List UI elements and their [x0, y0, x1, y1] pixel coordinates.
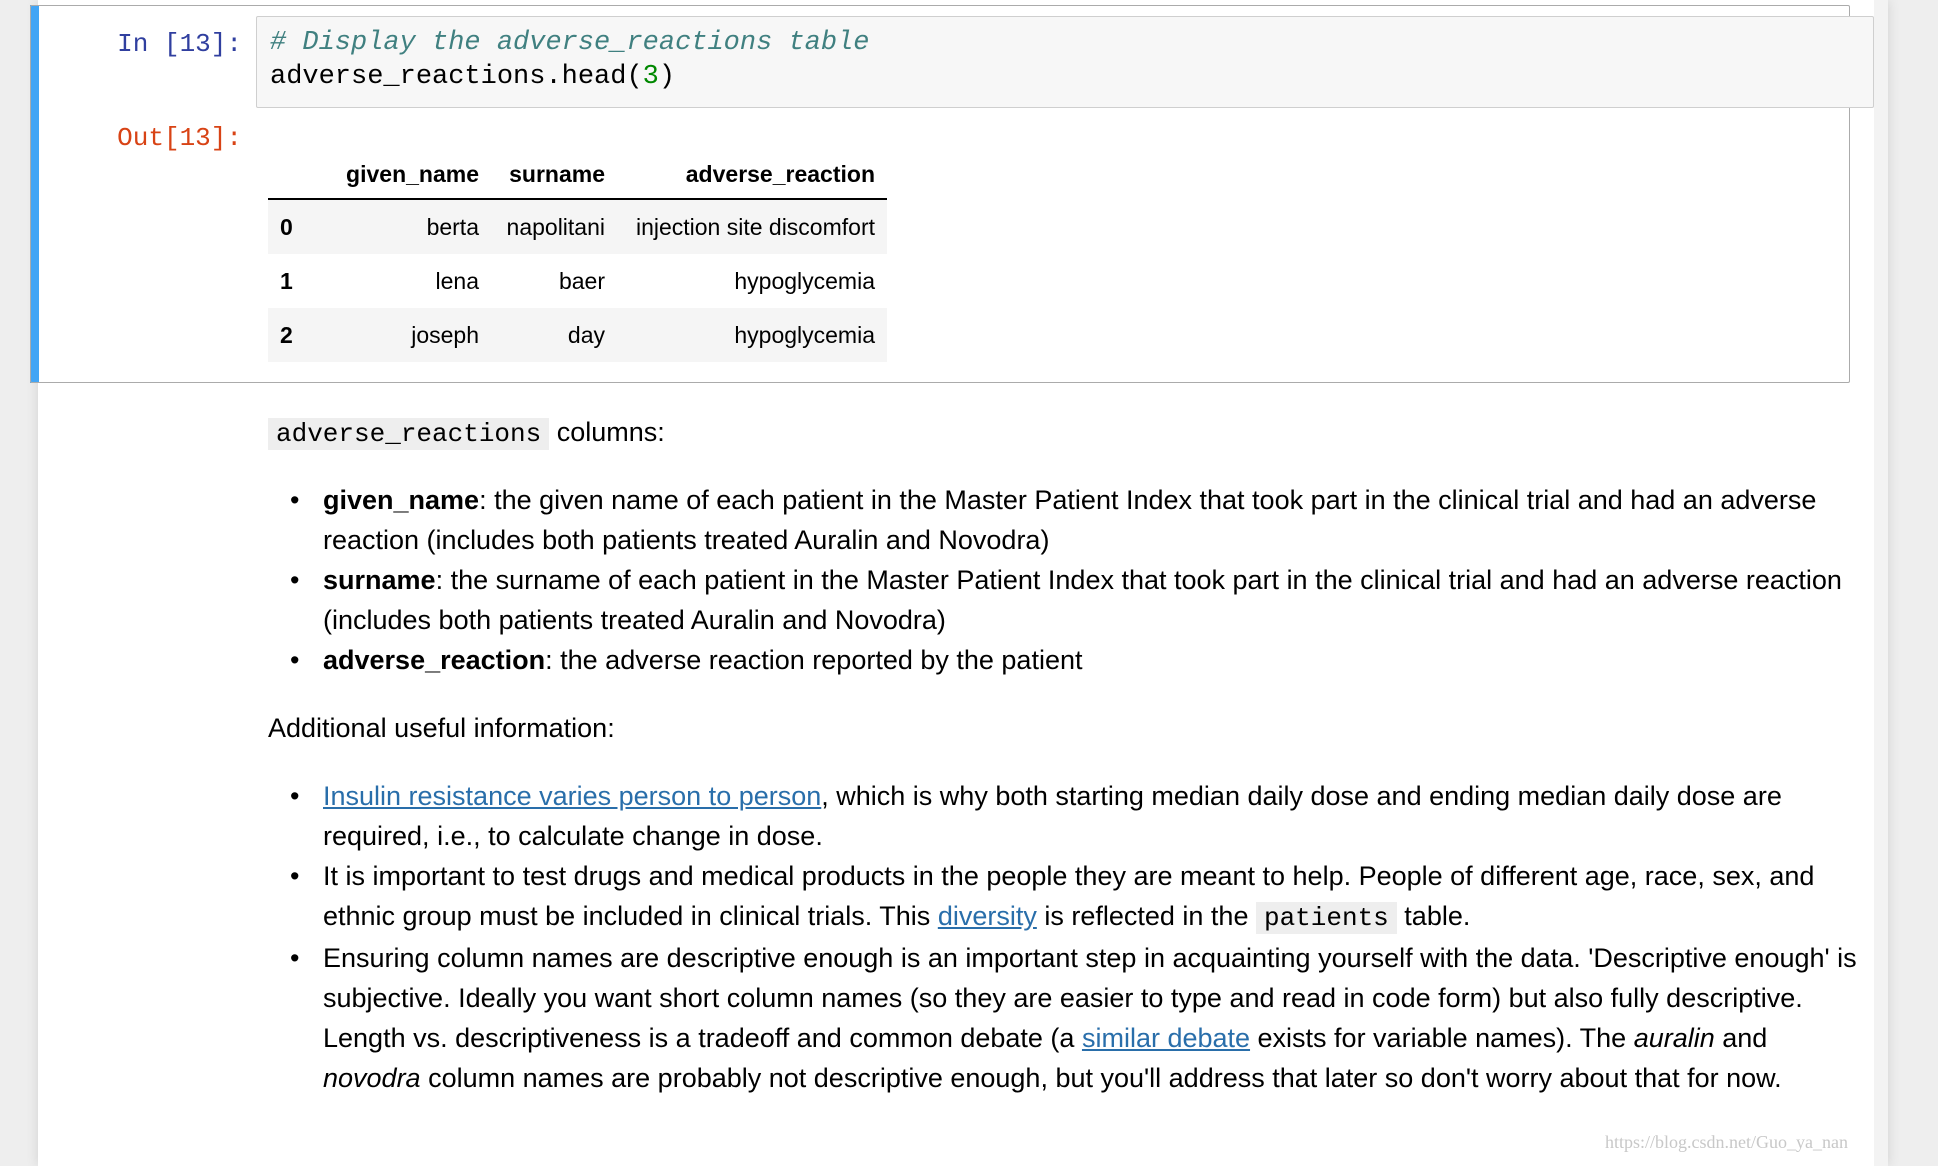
inline-code-patients: patients	[1256, 902, 1397, 934]
similar-debate-link[interactable]: similar debate	[1081, 1023, 1251, 1053]
list-item	[268, 938, 1868, 1098]
info3-text-c: and	[1714, 1023, 1768, 1053]
cell-given-name: berta	[426, 213, 479, 240]
insulin-resistance-link[interactable]: Insulin resistance varies person to person	[323, 781, 822, 811]
code-editor[interactable]	[256, 16, 1874, 108]
additional-info-list	[268, 776, 1868, 1098]
cell-adverse-reaction: injection site discomfort	[635, 213, 875, 240]
code-statement	[270, 62, 675, 92]
cell-adverse-reaction: hypoglycemia	[734, 321, 875, 348]
desc-adverse-reaction: : the adverse reaction reported by the patient	[545, 645, 1083, 675]
table-row	[268, 308, 887, 362]
cell-surname: napolitani	[506, 213, 605, 240]
desc-surname: : the surname of each patient in the Master Patient Index that took part in the clinical trial and had an adverse reaction (includes both patients treated Auralin and Novodra)	[323, 565, 1842, 635]
cell-surname: day	[567, 321, 605, 348]
scrollbar[interactable]	[1874, 0, 1888, 1166]
code-call: adverse_reactions.head(	[270, 62, 643, 92]
inline-code-table-name: adverse_reactions	[268, 418, 549, 450]
table-header-surname: surname	[491, 150, 617, 199]
code-comment: # Display the adverse_reactions table	[270, 28, 870, 58]
info2-text-b: is reflected in the	[1036, 901, 1256, 931]
cell-surname: baer	[558, 267, 605, 294]
cell-given-name: joseph	[411, 321, 479, 348]
info3-text-b: exists for variable names). The	[1250, 1023, 1634, 1053]
list-item	[268, 560, 1858, 640]
list-item	[268, 776, 1868, 856]
additional-info-heading: Additional useful information:	[268, 713, 615, 743]
table-row	[268, 254, 887, 308]
table-row	[268, 199, 887, 254]
info3-text-d: column names are probably not descriptive enough, but you'll address that later so don't worry about that for now.	[420, 1063, 1782, 1093]
cell-given-name: lena	[435, 267, 479, 294]
row-index: 0	[280, 213, 293, 240]
em-novodra: novodra	[323, 1063, 421, 1093]
term-adverse-reaction: adverse_reaction	[323, 645, 546, 675]
term-surname: surname	[323, 565, 436, 595]
desc-given-name: : the given name of each patient in the Master Patient Index that took part in the clinical trial and had an adverse reaction (includes both patients treated Auralin and Novodra)	[323, 485, 1817, 555]
code-close-paren: )	[658, 62, 676, 92]
list-item	[268, 856, 1868, 938]
info3-text-a: Ensuring column names are descriptive enough is an important step in acquainting yourself with the data. 'Descriptive enough' is subjective. Ideally you want short column names (so they are easier to type and read in code form) but also fully descriptive. Length vs. descriptiveness is a tradeoff and common debate (a	[323, 943, 1857, 1053]
row-index: 1	[280, 267, 293, 294]
table-header-given-name: given_name	[330, 150, 491, 199]
table-header-index	[268, 150, 330, 199]
row-index: 2	[280, 321, 293, 348]
columns-label: columns:	[549, 417, 665, 447]
list-item	[268, 640, 1858, 680]
info1-text: , which is why both starting median daily dose and ending median daily dose are required, i.e., to calculate change in dose.	[323, 781, 1782, 851]
table-header-adverse-reaction: adverse_reaction	[617, 150, 887, 199]
term-given-name: given_name	[323, 485, 480, 515]
diversity-link[interactable]: diversity	[937, 901, 1037, 931]
columns-heading	[268, 412, 665, 454]
code-argument: 3	[642, 62, 659, 92]
em-auralin: auralin	[1633, 1023, 1715, 1053]
cell-adverse-reaction: hypoglycemia	[734, 267, 875, 294]
dataframe-output	[268, 150, 887, 362]
list-item	[268, 480, 1858, 560]
output-prompt: Out[13]:	[117, 123, 242, 153]
info2-text-c: table.	[1396, 901, 1471, 931]
watermark: https://blog.csdn.net/Guo_ya_nan	[1605, 1132, 1848, 1152]
input-prompt: In [13]:	[117, 29, 242, 59]
column-descriptions	[268, 480, 1858, 680]
info2-text-a: It is important to test drugs and medical products in the people they are meant to help. People of different age, race, sex, and ethnic group must be included in clinical trials. This	[323, 861, 1815, 931]
